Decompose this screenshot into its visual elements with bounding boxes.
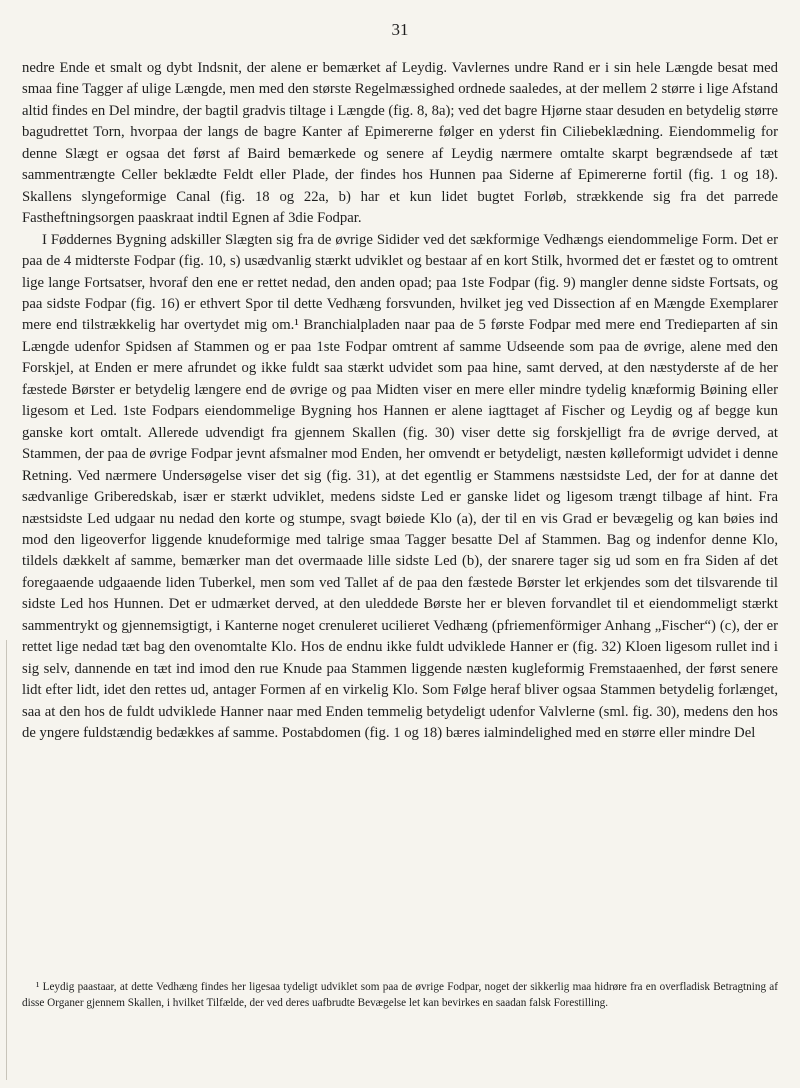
- page-number: 31: [391, 20, 409, 39]
- paragraph-1: nedre Ende et smalt og dybt Indsnit, der alene er bemærket af Leydig. Vavlernes undre Rand er i sin hele Længde besat med smaa fine Tagger af ulige Længde, men med den største Regelmæssighed ordnede saaledes, at der mellem 2 større i lige Afstand altid findes en Del mindre, der bagtil gradvis tiltage i Længde (fig. 8, 8a); ved det bagre Hjørne staar desuden en betydelig større bagudrettet Torn, hvorpaa der langs de bagre Kanter af Epimererne følger en yderst fin Ciliebeklædning. Eiendommelig for denne Slægt er ogsaa det først af Baird bemærkede og senere af Leydig nærmere omtalte skarpt begrændsede af tæt sammentrængte Celler beklædte Feldt eller Plade, der findes hos Hunnen paa Siderne af Epimererne fortil (fig. 1 og 18). Skallens slyngeformige Canal (fig. 18 og 22a, b) har et kun lidet bugtet Forløb, strækkende sig fra det parrede Fastheftningsorgen paaskraat indtil Egnen af 3die Fodpar.: [22, 60, 778, 227]
- paragraph-2: I Føddernes Bygning adskiller Slægten sig fra de øvrige Sidider ved det sækformige Vedhængs eiendommelige Form. Det er paa de 4 midterste Fodpar (fig. 10, s) usædvanlig stærkt udviklet og bestaar af en kort Stilk, hvormed det er fæstet og to omtrent lige lange Fortsatser, hvoraf den ene er rettet nedad, den anden opad; paa 1ste Fodpar (fig. 9) mangler denne sidste Fortsats, og paa sidste Fodpar (fig. 16) er ethvert Spor til dette Vedhæng forsvunden, hvilket jeg ved Dissection af en Mængde Exemplarer mere end tilstrækkelig har overtydet mig om.¹ Branchialpladen naar paa de 5 første Fodpar med mere end Tredieparten af sin Længde udenfor Spidsen af Stammen og er paa 1ste Fodpar omtrent af samme Udseende som paa de øvrige, alene med den Forskjel, at Enden er mere afrundet og ikke fuldt saa stærkt udvidet som paa hine, samt derved, at den næstyderste af de her fæstede Børster er betydelig længere end de øvrige og paa Midten viser en mere eller mindre tydelig knæformig Bøining eller ligesom et Led. 1ste Fodpars eiendommelige Bygning hos Hannen er alene iagttaget af Fischer og Leydig og af begge kun ganske kort omtalt. Allerede udvendigt fra gjennem Skallen (fig. 30) viser dette sig forskjelligt fra de øvrige derved, at Stammen, der paa de øvrige Fodpar jevnt afsmalner mod Enden, her omvendt er betydeligt, næsten kølleformigt udvidet i denne Retning. Ved nærmere Undersøgelse viser det sig (fig. 31), at det egentlig er Stammens næstsidste Led, der for at danne det sædvanlige Griberedskab, især er stærkt udviklet, medens sidste Led er ganske lidet og ligesom trængt tilbage af hint. Fra næstsidste Led udgaar nu nedad den korte og stumpe, svagt bøiede Klo (a), der til en vis Grad er bevægelig og kan bøies ind mod den ligeoverfor liggende knudeformige med talrige smaa Tagger besatte Del af Stammen. Bag og indenfor denne Klo, tildels dækkelt af samme, bemærker man det overmaade lille sidste Led (b), der snarere tager sig ud som en fra Siden af det foregaaende udgaaende liden Tuberkel, men som ved Tallet af de paa den fæstede Børster let erkjendes som det tilsvarende til sidste Led hos Hunnen. Det er udmærket derved, at den uleddede Børste her er bleven forvandlet til et eiendommeligt stærkt sammentrykt og gjennemsigtigt, i Kanterne noget crenuleret ucilieret Vedhæng (pfriemenförmiger Anhang „Fischer“) (c), der er rettet lige nedad tæt bag den ovenomtalte Klo. Hos de endnu ikke fuldt udviklede Hanner er (fig. 32) Kloen ligesom rullet ind i sig selv, dannende en tæt ind imod den rue Knude paa Stammen liggende næsten kugleformig Fremstaaenhed, der først senere lidt efter lidt, idet den rettes ud, antager Formen af en virkelig Klo. Som Følge heraf bliver ogsaa Stammen betydelig forlænget, saa at den hos de fuldt udviklede Hanner naar med Enden temmelig betydeligt udenfor Valvlerne (sml. fig. 30), medens den hos de yngere fuldstændig bedækkes af samme. Postabdomen (fig. 1 og 18) bæres ialmindelighed med en større eller mindre Del: [22, 231, 778, 742]
- footnote-text: ¹ Leydig paastaar, at dette Vedhæng findes her ligesaa tydeligt udviklet som paa de øvrige Fodpar, noget der sikkerlig maa hidrøre fra en overfladisk Betragtning af disse Organer gjennem Skallen, i hvilket Tilfælde, der ved deres uafbrudte Bevægelse let kan bevirkes en saadan falsk Forestilling.: [22, 981, 778, 1009]
- scan-edge-line: [6, 640, 7, 1080]
- footnote: [22, 980, 778, 1011]
- body-text: [22, 58, 778, 745]
